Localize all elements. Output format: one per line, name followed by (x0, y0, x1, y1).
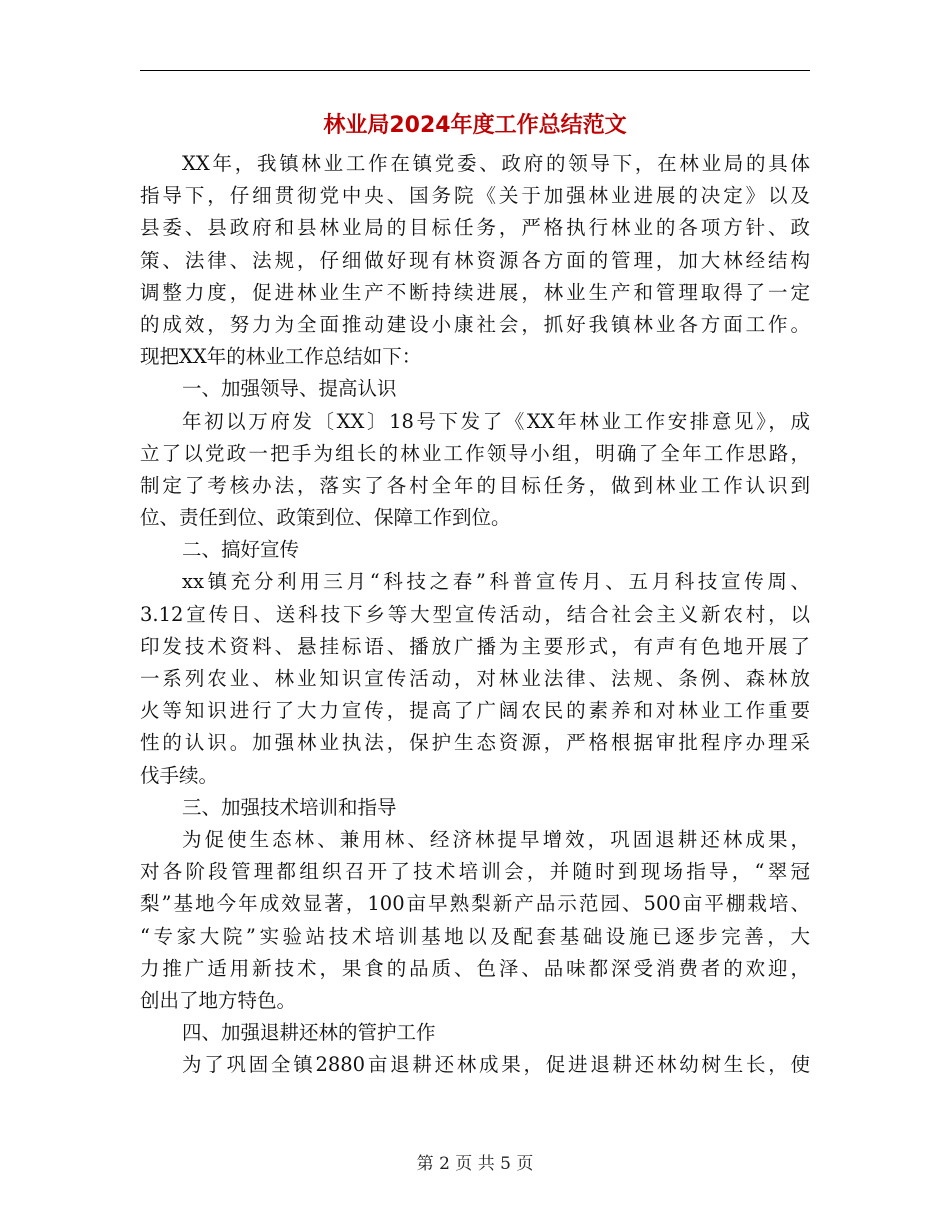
paragraph-line: 为了巩固全镇2880亩退耕还林成果，促进退耕还林幼树生长，使 (182, 1053, 810, 1077)
section-heading: 三、加强技术培训和指导 (182, 795, 397, 819)
paragraph-line: 的成效，努力为全面推动建设小康社会，抓好我镇林业各方面工作。 (140, 312, 810, 336)
paragraph-line: 印发技术资料、悬挂标语、播放广播为主要形式，有声有色地开展了 (140, 634, 810, 658)
header-rule (140, 70, 810, 71)
paragraph-line: 性的认识。加强林业执法，保护生态资源，严格根据审批程序办理采 (140, 731, 810, 755)
paragraph-line: 对各阶段管理都组织召开了技术培训会，并随时到现场指导，“翠冠 (140, 860, 810, 884)
paragraph-line: 一系列农业、林业知识宣传活动，对林业法律、法规、条例、森林放 (140, 667, 810, 690)
paragraph-line: 策、法律、法规，仔细做好现有林资源各方面的管理，加大林经结构 (140, 248, 810, 272)
paragraph-line: 位、责任到位、政策到位、保障工作到位。 (140, 506, 511, 530)
page-number: 第 2 页 共 5 页 (416, 1154, 534, 1174)
paragraph-line: 火等知识进行了大力宣传，提高了广阔农民的素养和对林业工作重要 (140, 699, 810, 723)
section-heading: 二、搞好宣传 (182, 538, 300, 562)
paragraph-line: 伐手续。 (140, 763, 219, 787)
paragraph-line: 3.12宣传日、送科技下乡等大型宣传活动，结合社会主义新农村，以 (140, 602, 810, 626)
paragraph-line: 县委、县政府和县林业局的目标任务，严格执行林业的各项方针、政 (140, 216, 810, 240)
paragraph-line: 调整力度，促进林业生产不断持续进展，林业生产和管理取得了一定 (140, 280, 810, 304)
document-title: 林业局2024年度工作总结范文 (323, 113, 627, 138)
paragraph-line: 梨”基地今年成效显著，100亩早熟梨新产品示范园、500亩平棚栽培、 (140, 892, 810, 916)
section-heading: 一、加强领导、提高认识 (182, 377, 397, 401)
paragraph-line: 制定了考核办法，落实了各村全年的目标任务，做到林业工作认识到 (140, 473, 810, 497)
paragraph-line: 为促使生态林、兼用林、经济林提早增效，巩固退耕还林成果， (182, 827, 810, 851)
paragraph-line: 指导下，仔细贯彻党中央、国务院《关于加强林业进展的决定》以及 (140, 184, 810, 208)
section-heading: 四、加强退耕还林的管护工作 (182, 1021, 436, 1045)
paragraph-line: 立了以党政一把手为组长的林业工作领导小组，明确了全年工作思路， (140, 441, 810, 465)
paragraph-line: 现把XX年的林业工作总结如下： (140, 345, 422, 369)
document-body (140, 148, 810, 1081)
paragraph-line: 力推广适用新技术，果食的品质、色泽、品味都深受消费者的欢迎， (140, 956, 810, 980)
paragraph-line: “专家大院”实验站技术培训基地以及配套基础设施已逐步完善，大 (140, 924, 810, 948)
paragraph-line: 创出了地方特色。 (140, 988, 297, 1012)
paragraph-line: XX年，我镇林业工作在镇党委、政府的领导下，在林业局的具体 (182, 152, 810, 175)
paragraph-line: 年初以万府发〔XX〕18号下发了《XX年林业工作安排意见》，成 (182, 409, 810, 433)
paragraph-line: xx镇充分利用三月“科技之春”科普宣传月、五月科技宣传周、 (182, 570, 810, 594)
